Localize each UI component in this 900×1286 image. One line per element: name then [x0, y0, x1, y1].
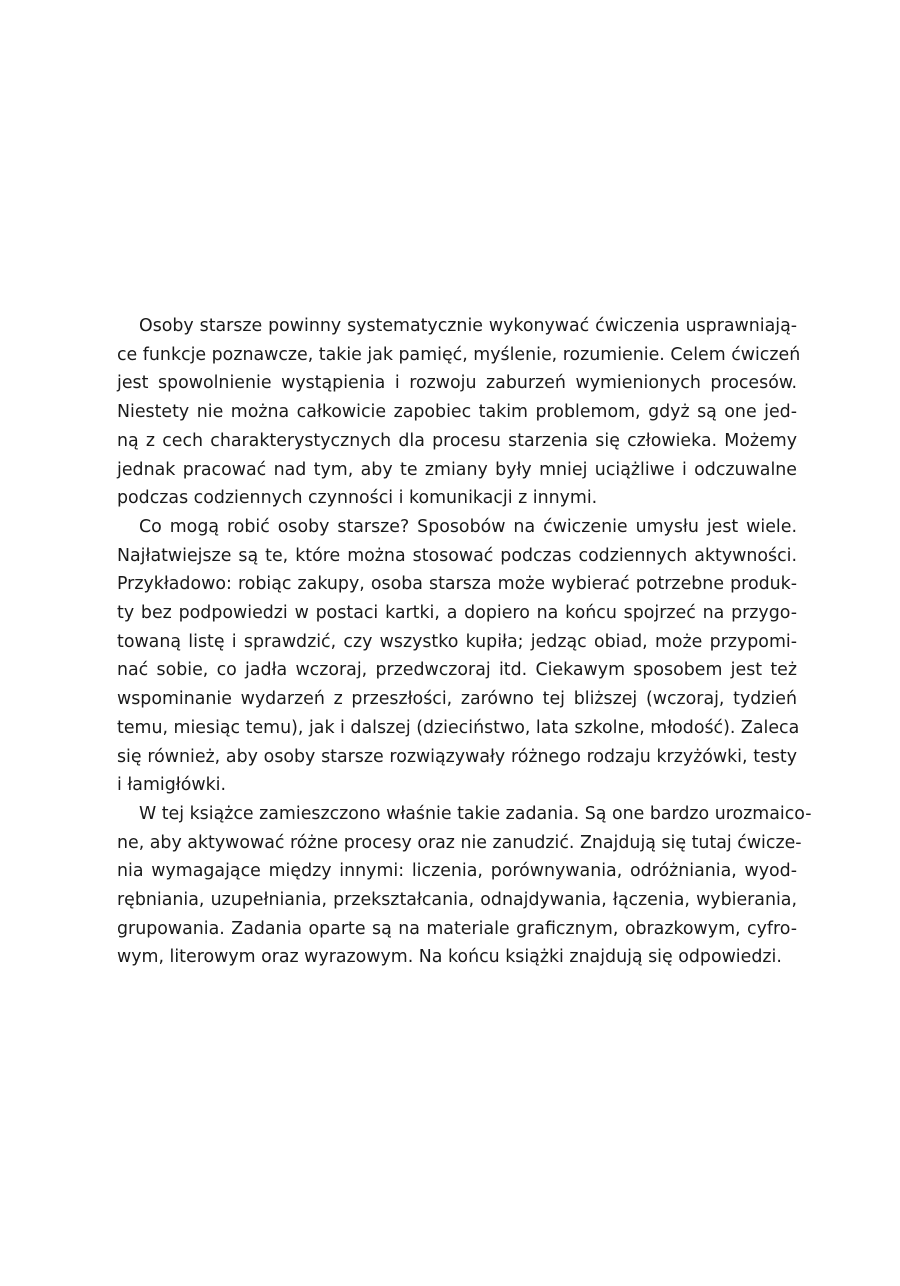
text-line: nać sobie, co jadła wczoraj, przedwczoraj itd. Ciekawym sposobem jest też [117, 660, 797, 681]
text-line: jest spowolnienie wystąpienia i rozwoju zaburzeń wymienionych procesów. [117, 373, 797, 394]
text-line: Osoby starsze powinny systematycznie wykonywać ćwiczenia usprawniają- [139, 316, 797, 336]
text-line: Najłatwiejsze są te, które można stosować podczas codziennych aktywności. [117, 545, 797, 566]
text-line: i łamigłówki. [117, 775, 227, 796]
text-line: ne, aby aktywować różne procesy oraz nie zanudzić. Znajdują się tutaj ćwicze- [117, 832, 802, 853]
paragraph-1 [117, 312, 801, 513]
text-line: towaną listę i sprawdzić, czy wszystko kupiła; jedząc obiad, może przypomi- [117, 631, 797, 652]
text-line: ty bez podpowiedzi w postaci kartki, a dopiero na końcu spojrzeć na przygo- [117, 603, 797, 624]
text-line: rębniania, uzupełniania, przekształcania, odnajdywania, łączenia, wybierania, [117, 890, 797, 911]
body-text [117, 312, 812, 972]
text-line: jednak pracować nad tym, aby te zmiany były mniej uciążliwe i odczuwalne [117, 459, 797, 480]
text-line: Przykładowo: robiąc zakupy, osoba starsza może wybierać potrzebne produk- [117, 574, 797, 595]
text-line: grupowania. Zadania oparte są na materiale graficznym, obrazkowym, cyfro- [117, 918, 797, 939]
paragraph-2 [117, 513, 800, 800]
text-line: W tej książce zamieszczono właśnie takie zadania. Są one bardzo urozmaico- [139, 803, 812, 824]
text-line: wspominanie wydarzeń z przeszłości, zarówno tej bliższej (wczoraj, tydzień [117, 689, 797, 710]
text-line: się również, aby osoby starsze rozwiązywały różnego rodzaju krzyżówki, testy [117, 746, 797, 767]
paragraph-3 [117, 800, 812, 972]
text-line: Co mogą robić osoby starsze? Sposobów na ćwiczenie umysłu jest wiele. [139, 516, 797, 537]
text-line: ną z cech charakterystycznych dla procesu starzenia się człowieka. Możemy [117, 430, 797, 451]
text-line: wym, literowym oraz wyrazowym. Na końcu książki znajdują się odpowiedzi. [117, 947, 782, 968]
text-line: ce funkcje poznawcze, takie jak pamięć, myślenie, rozumienie. Celem ćwiczeń [117, 344, 801, 365]
text-line: temu, miesiąc temu), jak i dalszej (dzieciństwo, lata szkolne, młodość). Zaleca [117, 717, 800, 738]
text-line: nia wymagające między innymi: liczenia, porównywania, odróżniania, wyod- [117, 861, 797, 882]
text-line: podczas codziennych czynności i komunikacji z innymi. [117, 488, 598, 509]
text-line: Niestety nie można całkowicie zapobiec takim problemom, gdyż są one jed- [117, 402, 797, 423]
